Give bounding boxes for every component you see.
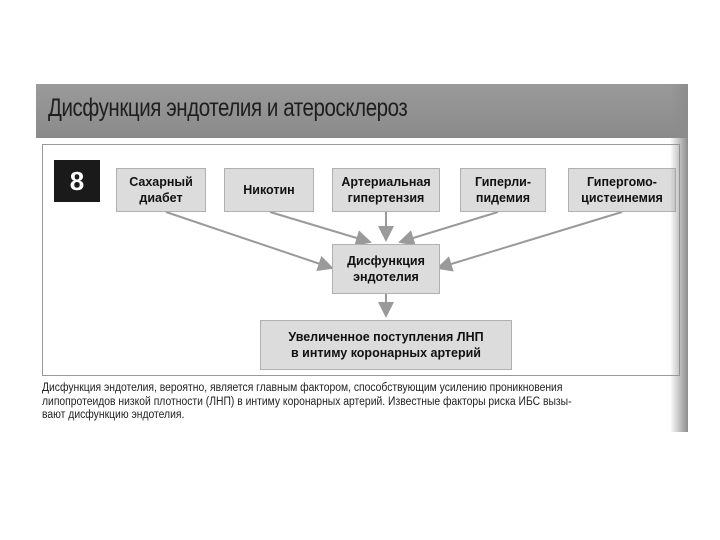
arrow-hyperhomocysteinemia — [438, 212, 622, 268]
risk-factor-nicotine: Никотин — [224, 168, 314, 212]
page-edge-shadow — [670, 84, 688, 432]
scanned-page — [36, 84, 688, 432]
arrow-hyperlipidemia — [400, 212, 498, 242]
caption-line: вают дисфункцию эндотелия. — [42, 409, 185, 421]
outcome-box: Увеличенное поступления ЛНП в интиму коронарных артерий — [260, 320, 512, 370]
caption-line: липопротеидов низкой плотности (ЛНП) в интиму коронарных артерий. Известные факторы риска ИБС вызы- — [42, 395, 572, 408]
page-title: Дисфункция эндотелия и атеросклероз — [48, 94, 408, 122]
risk-factor-hyperlipidemia: Гиперли- пидемия — [460, 168, 546, 212]
figure-number: 8 — [54, 160, 100, 202]
risk-factor-hypertension: Артериальная гипертензия — [332, 168, 440, 212]
arrow-nicotine — [270, 212, 370, 242]
figure-caption — [42, 382, 688, 423]
endothelial-dysfunction-box: Дисфункция эндотелия — [332, 244, 440, 294]
risk-factor-hyperhomocysteinemia: Гипергомо- цистеинемия — [568, 168, 676, 212]
arrow-diabetes — [166, 212, 332, 268]
risk-factor-diabetes: Сахарный диабет — [116, 168, 206, 212]
caption-line: Дисфункция эндотелия, вероятно, является главным фактором, способствующим усилению проникновения — [42, 382, 563, 394]
